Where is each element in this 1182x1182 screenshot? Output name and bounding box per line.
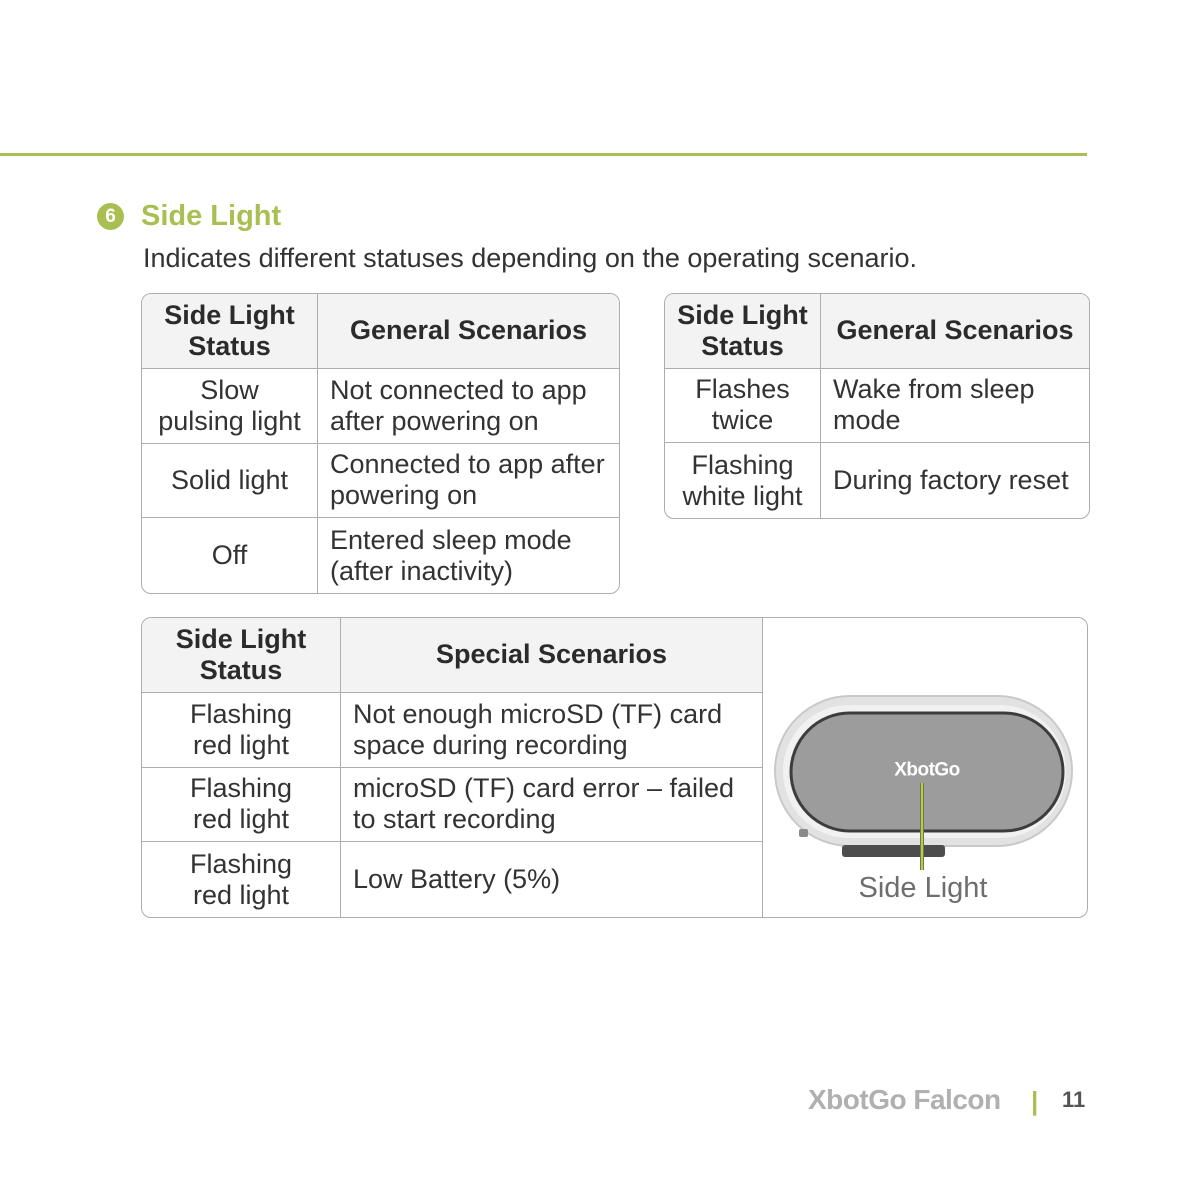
scenario-cell: Not connected to app after powering on xyxy=(318,369,619,444)
scenario-cell: Not enough microSD (TF) card space during recording xyxy=(341,693,763,768)
section-number-badge: 6 xyxy=(97,203,124,230)
general-scenarios-table-2 xyxy=(664,293,1090,519)
header-special-scenarios: Special Scenarios xyxy=(341,618,763,693)
header-side-light-status: Side Light Status xyxy=(142,618,341,693)
scenario-cell: Entered sleep mode (after inactivity) xyxy=(330,524,572,586)
status-cell: Flashing red light xyxy=(142,768,341,843)
status-cell: Flashing white light xyxy=(665,443,821,518)
status-cell: Slow pulsing light xyxy=(142,369,318,444)
header-side-light-status: Side Light Status xyxy=(665,294,821,369)
header-general-scenarios: General Scenarios xyxy=(821,294,1089,369)
header-general-scenarios: General Scenarios xyxy=(318,294,619,369)
header-divider-line xyxy=(0,153,1087,156)
device-logo: XbotGo xyxy=(894,759,960,781)
scenario-cell: Connected to app after powering on xyxy=(318,444,619,519)
status-cell: Off xyxy=(142,518,318,593)
page-number: 11 xyxy=(1062,1087,1086,1112)
side-light-label: Side Light xyxy=(858,872,988,904)
status-cell: Solid light xyxy=(142,444,318,519)
header-side-light-status: Side Light Status xyxy=(142,294,318,369)
footer-brand: XbotGo Falcon xyxy=(808,1084,1001,1115)
special-scenarios-table xyxy=(141,617,1088,918)
scenario-cell: Wake from sleep mode xyxy=(821,369,1089,444)
scenario-cell: During factory reset xyxy=(833,465,1069,496)
side-port-icon xyxy=(799,829,808,837)
section-title: Side Light xyxy=(141,200,282,232)
footer-separator: | xyxy=(1031,1086,1039,1116)
status-cell: Flashing red light xyxy=(142,693,341,768)
device-illustration xyxy=(763,649,1087,918)
section-description: Indicates different statuses depending on the operating scenario. xyxy=(143,243,918,273)
status-cell: Flashes twice xyxy=(665,369,821,444)
status-cell: Flashing red light xyxy=(142,842,341,917)
scenario-cell: Low Battery (5%) xyxy=(341,842,763,917)
general-scenarios-table-1 xyxy=(141,293,620,594)
device-base xyxy=(842,845,945,857)
device-illustration-cell xyxy=(763,618,1087,917)
scenario-cell: microSD (TF) card error – failed to start recording xyxy=(341,768,763,843)
